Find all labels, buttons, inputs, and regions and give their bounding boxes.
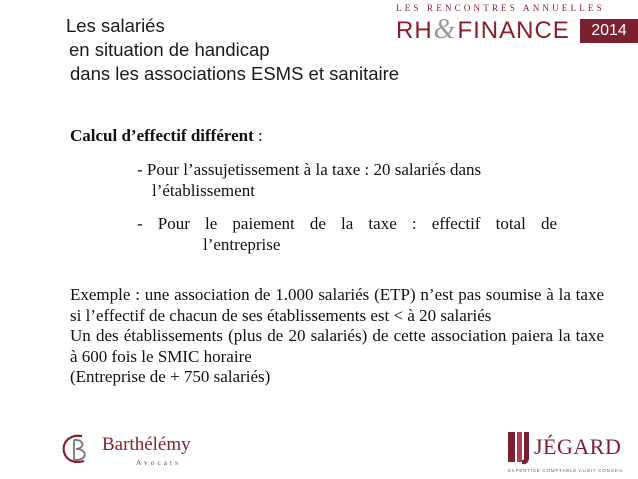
list-item: [137, 160, 577, 201]
barthelemy-name: Barthélémy: [102, 434, 191, 455]
barthelemy-logo: [58, 430, 218, 470]
list-item: [137, 214, 557, 255]
section-heading-suffix: :: [253, 126, 263, 145]
slide-title: [66, 14, 399, 86]
jegard-logo: [508, 430, 638, 475]
jegard-name: JÉGARD: [534, 434, 622, 459]
title-line-1: Les salariés: [66, 15, 165, 36]
barthelemy-sub: Avocats: [136, 458, 182, 467]
section-heading-bold: Calcul d’effectif différent: [70, 126, 254, 145]
title-line-3: dans les associations ESMS et sanitaire: [70, 63, 400, 84]
jegard-sub: EXPERTISE COMPTABLE AUDIT CONSEIL: [508, 468, 624, 473]
example-paragraph: Un des établissements (plus de 20 salariés) de cette association paiera la taxe à 600 fois le SMIC horaire: [70, 326, 604, 366]
event-name-finance: FINANCE: [457, 17, 570, 44]
example-block: [70, 285, 604, 388]
event-name: [396, 14, 570, 46]
title-line-2: en situation de handicap: [69, 39, 270, 60]
example-paragraph: Exemple : une association de 1.000 salariés (ETP) n’est pas soumise à la taxe si l’effectif de chacun de ses établissements est < à 20 salariés: [70, 285, 604, 325]
jegard-mark-icon: [508, 430, 530, 466]
event-brand: [378, 0, 638, 50]
list-item-continuation: l’entreprise: [203, 234, 281, 254]
example-paragraph-note: (Entreprise de + 750 salariés): [70, 367, 271, 386]
section-heading: [70, 126, 604, 147]
list-item-continuation: l’établissement: [152, 180, 255, 200]
event-name-rh: RH: [396, 17, 433, 44]
list-item-line: - Pour l’assujetissement à la taxe : 20 salariés dans: [137, 160, 482, 179]
event-name-amp: &: [433, 14, 457, 45]
list-item-line: - Pour le paiement de la taxe : effectif total de: [137, 214, 557, 233]
barthelemy-monogram-icon: [58, 430, 96, 468]
event-subtitle: LES RENCONTRES ANNUELLES: [396, 3, 605, 13]
event-year-badge: 2014: [580, 19, 638, 43]
